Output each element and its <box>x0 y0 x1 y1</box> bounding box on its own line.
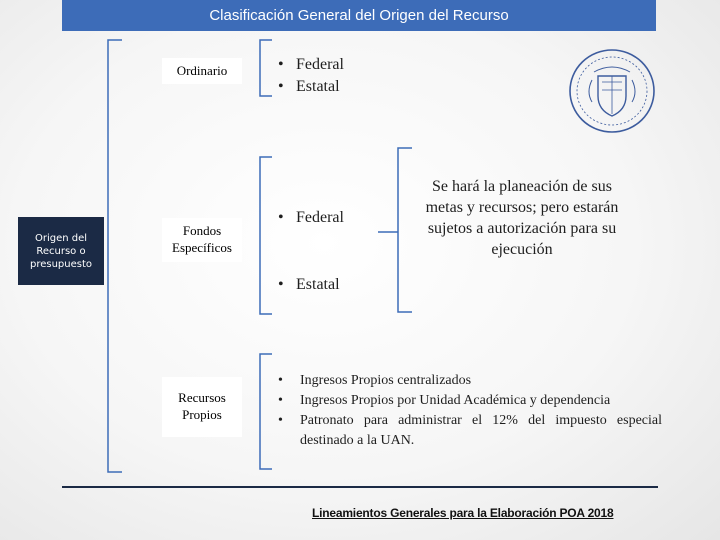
ordinario-list <box>278 54 344 98</box>
root-bracket <box>108 40 122 472</box>
ordinario-box <box>162 58 242 84</box>
recursos-label: Recursos Propios <box>178 390 226 422</box>
footer-text: Lineamientos Generales para la Elaboración POA 2018 <box>312 506 614 520</box>
ordinario-label: Ordinario <box>176 62 228 78</box>
list-item: • Ingresos Propios centralizados <box>278 373 472 388</box>
root-label: Origen del Recurso o presupuesto <box>29 232 93 270</box>
fondos-box <box>162 218 242 262</box>
list-item: • Patronato para administrar el 12% del impuesto especial destinado a la UAN. <box>278 413 662 448</box>
footer-divider <box>62 486 658 488</box>
list-item: • Ingresos Propios por Unidad Académica y dependencia <box>278 393 611 408</box>
page-title: Clasificación General del Origen del Recurso <box>209 7 509 24</box>
fondos-item-federal: • Federal <box>278 209 344 226</box>
recursos-bracket <box>260 354 272 469</box>
fondos-item-estatal: • Estatal <box>278 276 340 293</box>
root-box <box>18 217 104 285</box>
recursos-box <box>162 377 242 437</box>
fondos-bracket <box>260 157 272 314</box>
ordinario-bracket <box>260 40 272 96</box>
list-item: • Federal <box>278 56 344 73</box>
university-seal-icon <box>568 48 656 134</box>
recursos-list <box>278 371 662 451</box>
list-item: • Estatal <box>278 78 340 95</box>
note-bracket <box>398 148 412 312</box>
fondos-note: Se hará la planeación de sus metas y recursos; pero estarán sujetos a autorización para su ejecución <box>425 178 619 258</box>
fondos-label: Fondos Específicos <box>172 223 232 255</box>
